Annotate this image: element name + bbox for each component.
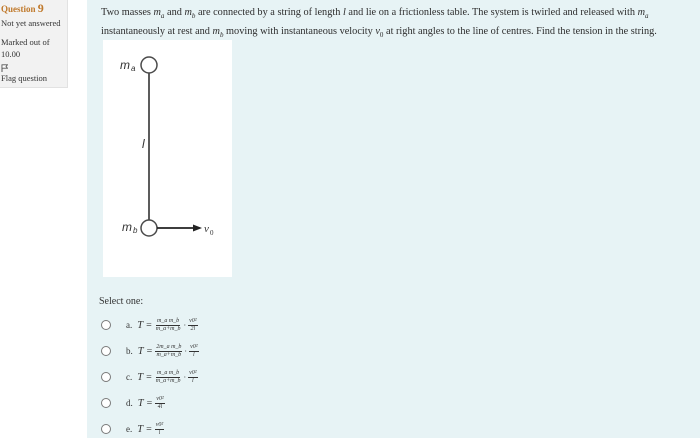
flag-question-link[interactable] [1, 64, 67, 84]
flag-question-label: Flag question [1, 73, 48, 83]
option-a[interactable]: a. T = $\frac{\text{m\_a m\_b}}{m\_a+m\_b}$ · $\frac{\text{v0²}}{2l}$ [101, 312, 199, 338]
velocity-arrowhead [193, 225, 202, 232]
option-c-fraction-2: $\frac{\text{v0²}}{l}$ [189, 369, 197, 384]
select-one-label: Select one: [99, 296, 144, 307]
option-d[interactable]: d. T = $\frac{\text{v0²}}{4l}$ [101, 390, 199, 416]
option-e-radio[interactable] [101, 424, 111, 434]
option-e[interactable]: e. T = $\frac{\text{v0²}}{l}$ [101, 416, 199, 442]
option-b[interactable]: b. T = $\frac{\text{2m\_a m\_b}}{m\_a+m\_b}$ · $\frac{\text{v0²}}{l}$ [101, 338, 199, 364]
question-text: Two masses $m_a$ and $m_b$ are connected by a string of length l and lie on a frictionless table. The system is twirled and released with $m_a$ instantaneously at rest and $m_b$ moving with instantaneous velocity $v_0$ at right angles to the line of centres. Find the tension in the string. [101, 7, 657, 40]
option-c[interactable]: c. T = $\frac{\text{m\_a m\_b}}{m\_a+m\_b}$ · $\frac{\text{v0²}}{l}$ [101, 364, 199, 390]
question-figure [103, 40, 232, 277]
mass-a-subscript: a [131, 64, 136, 73]
option-a-fraction-1: $\frac{\text{m\_a m\_b}}{m\_a+m\_b}$ [155, 317, 181, 332]
question-label: Question [1, 4, 36, 14]
question-number-value: 9 [37, 1, 44, 15]
option-b-fraction-1: $\frac{\text{2m\_a m\_b}}{m\_a+m\_b}$ [156, 343, 182, 358]
mass-b-subscript: b [133, 226, 138, 235]
question-info-panel [0, 0, 68, 88]
option-d-fraction: $\frac{\text{v0²}}{4l}$ [156, 395, 164, 410]
mass-a-circle [141, 57, 157, 73]
option-e-fraction: $\frac{\text{v0²}}{l}$ [155, 421, 164, 436]
option-c-radio[interactable] [101, 372, 111, 382]
mass-a-label: m [120, 58, 130, 72]
flag-icon [1, 64, 67, 72]
marked-out-of-label: Marked out of [1, 37, 50, 47]
question-number [1, 2, 67, 15]
marks-value: 10.00 [1, 49, 21, 59]
option-a-fraction-2: $\frac{\text{v0²}}{2l}$ [189, 317, 197, 332]
option-c-fraction-1: $\frac{\text{m\_a m\_b}}{m\_a+m\_b}$ [155, 369, 181, 384]
option-b-radio[interactable] [101, 346, 111, 356]
option-b-fraction-2: $\frac{\text{v0²}}{l}$ [190, 343, 198, 358]
answer-status: Not yet answered [1, 18, 61, 28]
option-a-radio[interactable] [101, 320, 111, 330]
length-label: l [142, 137, 145, 151]
mass-b-circle [141, 220, 157, 236]
question-content [87, 0, 700, 438]
velocity-label: v [204, 223, 209, 235]
answer-options [101, 312, 199, 442]
option-d-radio[interactable] [101, 398, 111, 408]
velocity-subscript: 0 [210, 229, 214, 237]
mass-b-label: m [122, 220, 132, 234]
